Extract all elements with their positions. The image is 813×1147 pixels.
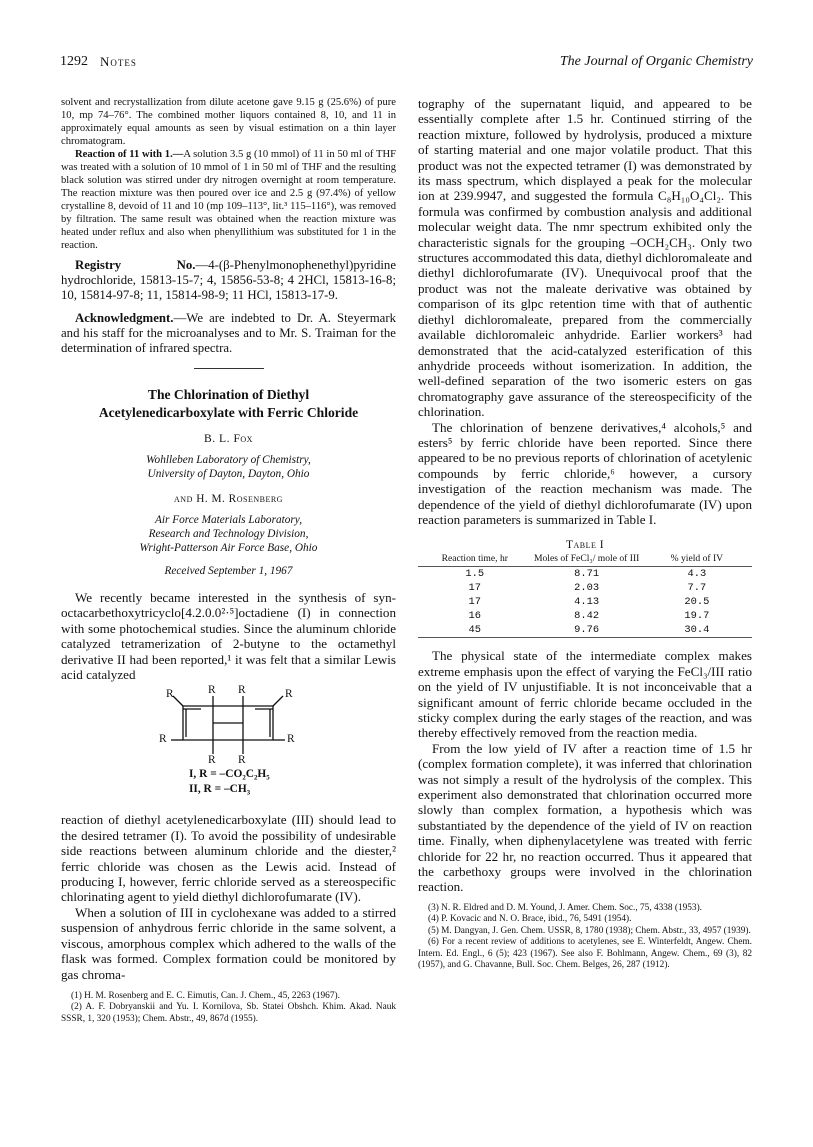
received-date: Received September 1, 1967	[164, 565, 293, 577]
table-cell: 30.4	[684, 624, 710, 637]
table-cell: 19.7	[684, 610, 710, 623]
article-title	[61, 386, 396, 422]
tricyclooctadiene-structure	[161, 684, 296, 776]
acknowledgment-text: —We are indebted to Dr. A. Steyermark and his staff for the microanalyses and to Mr. S. Traiman for the determination of infrared spectra.	[61, 311, 396, 355]
title-line-1: The Chlorination of Diethyl	[147, 387, 310, 402]
table-header: % yield of IV	[642, 553, 752, 567]
r-substituent: R	[208, 754, 216, 767]
table-cell: 17	[468, 582, 482, 595]
table-cell: 7.7	[687, 582, 707, 595]
footnote-1: (1) H. M. Rosenberg and E. C. Eimutis, Can. J. Chem., 45, 2263 (1967).	[71, 990, 340, 1001]
table-cell: 45	[468, 624, 482, 637]
affiliation-2-line-2: Research and Technology Division,	[148, 528, 309, 540]
affiliation-2	[61, 513, 396, 555]
physical-state-paragraph: The physical state of the intermediate complex makes extreme emphasis upon the effect of varying the FeCl₃/III ratio on the yield of IV unjustifiable. It is not inconceivable that a significant amount of ferric chloride became occluded in the sticky complex during the early stages of the reaction, and was thereby effectively removed from the reaction media.	[418, 648, 752, 741]
compound-label-2: II, R = –CH₃	[189, 783, 251, 796]
table-row	[418, 567, 752, 582]
footnote-5: (5) M. Dangyan, J. Gen. Chem. USSR, 8, 1780 (1938); Chem. Abstr., 33, 4957 (1939).	[428, 925, 751, 936]
conclusion-paragraph: From the low yield of IV after a reaction time of 1.5 hr (complex formation complete), it was inferred that chlorination was not simply a result of the hydrolysis of the complex. This experiment also demonstrated that chlorination occurred more slowly than complex formation, a hypothesis which was substantiated by the dependence of the yield of IV on reaction time. Finally, when diphenylacetylene was treated with ferric chloride for 22 hr, no reaction occurred. Thus it appeared that the carbethoxy groups were involved in the chlorination reaction.	[418, 740, 752, 895]
page-header	[60, 54, 753, 74]
table-cell: 17	[468, 596, 482, 609]
footnotes-left	[61, 991, 396, 1025]
affiliation-2-line-1: Air Force Materials Laboratory,	[154, 514, 303, 526]
r-substituent: R	[285, 688, 293, 701]
table-header: Reaction time, hr	[418, 553, 532, 567]
table-cell: 4.3	[687, 568, 707, 581]
registry-heading: Registry No.	[75, 258, 196, 272]
table-cell: 4.13	[574, 596, 600, 609]
table-cell: 8.71	[574, 568, 600, 581]
table-caption: Table I	[565, 539, 605, 552]
footnote-2: (2) A. F. Dobryanskii and Yu. I. Kornilova, Sb. Statei Obshch. Khim. Akad. Nauk SSSR, 1, 320 (1953); Chem. Abstr., 49, 867d (1955).	[61, 1002, 396, 1024]
yield-table	[418, 553, 752, 638]
mechanism-paragraph: The chlorination of benzene derivatives,⁴ alcohols,⁵ and esters⁵ by ferric chloride have been reported. Since there appeared to be no previous reports of chlorination of acetylenic compounds by ferric chloride,⁶ however, a cursory investigation of the reaction mechanism was made. The dependence of the yield of diethyl dichlorofumarate (IV) upon reaction parameters is summarized in Table I.	[418, 419, 752, 527]
table-row	[418, 609, 752, 623]
right-column	[418, 96, 752, 971]
page-number: 1292	[60, 54, 88, 69]
reaction-heading: Reaction of 11 with 1.—	[75, 149, 184, 160]
compound-label-1: I, R = –CO₂C₂H₅	[189, 768, 270, 781]
affiliation-2-line-3: Wright-Patterson Air Force Base, Ohio	[139, 542, 318, 554]
table-cell: 8.42	[574, 610, 600, 623]
acknowledgment-heading: Acknowledgment.	[75, 311, 174, 325]
author-1: B. L. Fox	[204, 432, 253, 445]
reaction-text: A solution 3.5 g (10 mmol) of 11 in 50 ml of THF was treated with a solution of 10 mmol of 1 in 50 ml of THF and the resulting black solution was stirred under dry nitrogen overnight at room temperature. The reaction mixture was then poured over ice and 2.5 g (97.4%) of yellow crystalline 8, devoid of 11 and 10 (mp 109–113°, lit.³ 115–116°), was removed by filtration. The same result was obtained when the reaction mixture was heated under reflux and also when phenyllithium was substituted for 1 in the reaction.	[61, 149, 396, 251]
journal-title: The Journal of Organic Chemistry	[559, 54, 753, 69]
table-row	[418, 595, 752, 609]
author-2: and H. M. Rosenberg	[174, 493, 283, 505]
results-paragraph: tography of the supernatant liquid, and appeared to be essentially complete after 1.5 hr. Continued stirring of the reaction mixture, followed by hydrolysis, produced a mixture of starting material and one major volatile product. That this product was not the expected tetramer (I) was demonstrated by its mass spectrum, which displayed a peak for the molecular ion at 239.9947, and suggested the formula C₈H₁₀O₄Cl₂. This formula was confirmed by combustion analysis and additional molecular weight data. The nmr spectrum exhibited only the characteristic signals for the grouping –OCH₂CH₃. Only two structures accommodated this data, diethyl dichloromaleate and diethyl dichlorofumarate (IV). Unequivocal proof that the product was not the maleate derivative was obtained by comparison of its glpc retention time with that of authentic diethyl dichloromaleate, prepared from the commercially available dichloromaleic anhydride. Earlier workers³ had demonstrated that the acid-catalyzed esterification of this anhydride proceeds without isomerization. In addition, the well-defined separation of the two isomeric esters on gas chromatography gave assurance of the stereospecificity of the chlorination.	[418, 96, 752, 420]
registry-text: —4-(β-Phenylmonophenethyl)pyridine hydrochloride, 15813-15-7; 4, 15856-53-8; 4 2HCl, 15813-16-8; 10, 15814-97-8; 11, 15814-98-9; 11 HCl, 15813-17-9.	[61, 258, 396, 302]
affiliation-1-line-2: University of Dayton, Dayton, Ohio	[147, 468, 310, 480]
reaction-paragraph-2: reaction of diethyl acetylenedicarboxylate (III) should lead to the desired tetramer (I). To avoid the possibility of undesirable side reactions between aluminum chloride and the diester,² ferric chloride was chosen as the Lewis acid. Instead of producing I, however, ferric chloride served as a stereospecific chlorinating agent to yield diethyl dichlorofumarate (IV).	[61, 812, 396, 905]
r-substituent: R	[238, 754, 246, 767]
table-header-row	[418, 553, 752, 567]
footnotes-right	[418, 903, 752, 971]
table-header: Moles of FeCl₃/ mole of III	[532, 553, 642, 567]
acknowledgment-paragraph	[61, 311, 396, 356]
r-substituent: R	[166, 688, 174, 701]
r-substituent: R	[287, 733, 295, 746]
table-row	[418, 581, 752, 595]
r-substituent: R	[238, 684, 246, 697]
registry-paragraph	[61, 258, 396, 303]
table-cell: 16	[468, 610, 482, 623]
r-substituent: R	[208, 684, 216, 697]
table-row	[418, 623, 752, 638]
experimental-text: solvent and recrystallization from dilute acetone gave 9.15 g (25.6%) of pure 10, mp 74–76°. The combined mother liquors contained 8, 10, and 11 in approximately equal amounts as seen by visual estimation on a thin layer chromatogram.	[61, 97, 396, 147]
table-cell: 1.5	[465, 568, 485, 581]
section-name: Notes	[100, 54, 137, 69]
reaction-paragraph	[61, 148, 396, 252]
intro-paragraph: We recently became interested in the synthesis of syn-octacarbethoxytricyclo[4.2.0.0²·⁵]octadiene (I) in connection with some photochemical studies. Since the aluminum chloride catalyzed tetramerization of 2-butyne to the octamethyl derivative II had been reported,¹ it was felt that a similar Lewis acid catalyzed	[61, 590, 396, 683]
structure-figure	[61, 684, 396, 812]
table-cell: 20.5	[684, 596, 710, 609]
article-separator	[194, 368, 264, 369]
affiliation-1	[61, 453, 396, 481]
complex-paragraph: When a solution of III in cyclohexane was added to a stirred suspension of anhydrous ferric chloride in the same solvent, a viscous, amorphous complex which adhered to the walls of the flask was formed. Complex formation could be monitored by gas chroma-	[61, 904, 396, 982]
table-cell: 2.03	[574, 582, 600, 595]
table-cell: 9.76	[574, 624, 600, 637]
footnote-3: (3) N. R. Eldred and D. M. Yound, J. Amer. Chem. Soc., 75, 4338 (1953).	[428, 902, 702, 913]
left-column	[61, 96, 396, 1025]
affiliation-1-line-1: Wohlleben Laboratory of Chemistry,	[146, 454, 311, 466]
footnote-4: (4) P. Kovacic and N. O. Brace, ibid., 76, 5491 (1954).	[428, 914, 632, 925]
footnote-6: (6) For a recent review of additions to acetylenes, see E. Winterfeldt, Angew. Chem. Intern. Ed. Engl., 6 (5); 423 (1967). See also F. Bohlmann, Angew. Chem., 69 (3), 82 (1957), and G. Chavanne, Bull. Soc. Chem. Belges, 26, 287 (1912).	[418, 937, 752, 970]
r-substituent: R	[159, 733, 167, 746]
title-line-2: Acetylenedicarboxylate with Ferric Chloride	[98, 405, 359, 420]
